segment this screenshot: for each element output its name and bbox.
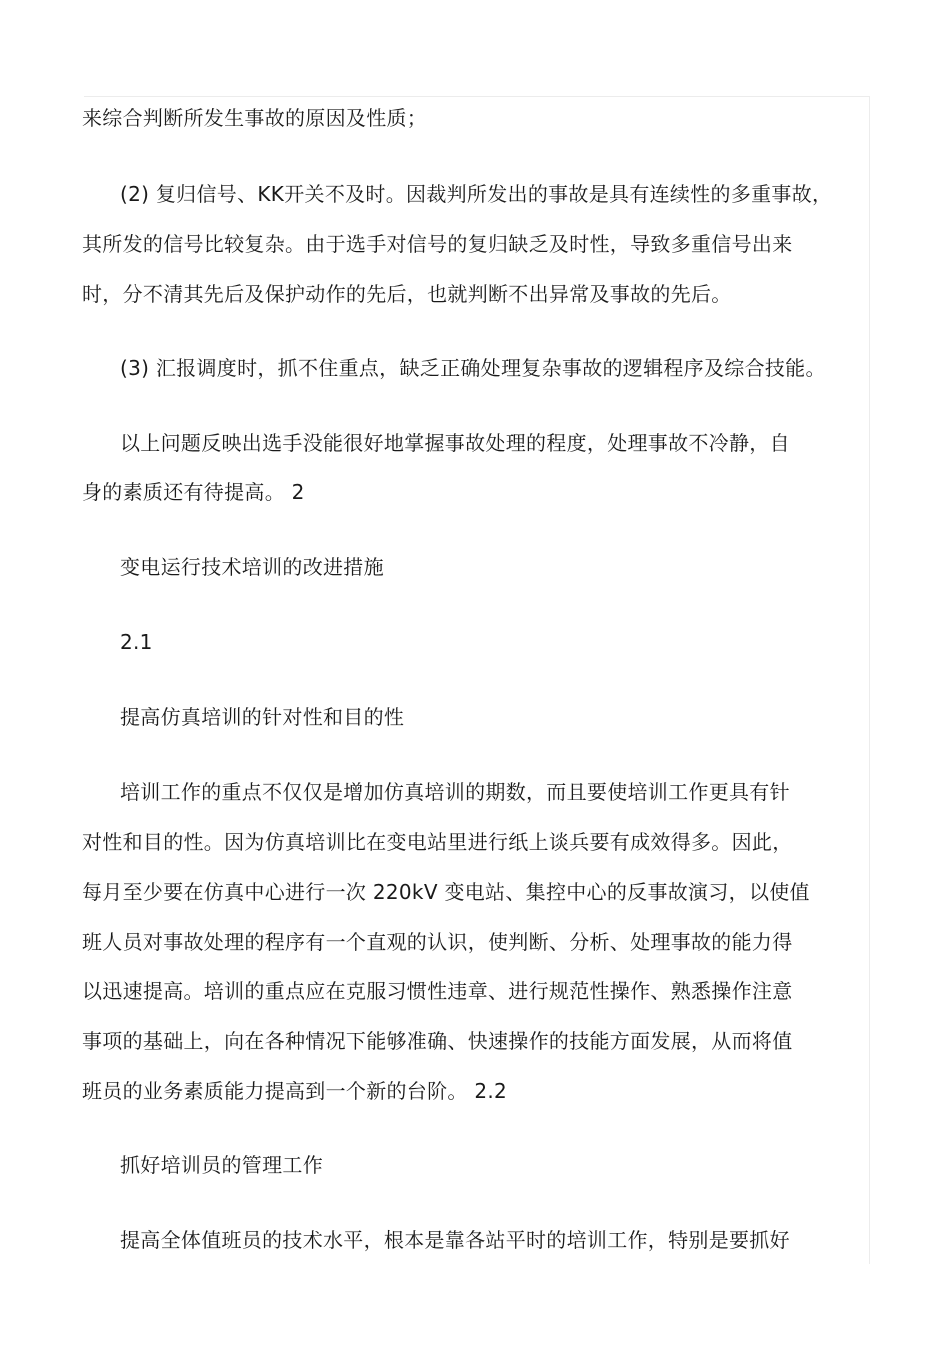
text-line: (3) 汇报调度时，抓不住重点，缺乏正确处理复杂事故的逻辑程序及综合技能。 <box>120 356 826 380</box>
text-line: 每月至少要在仿真中心进行一次 220kV 变电站、集控中心的反事故演习，以使值 <box>82 880 810 904</box>
text-line: 其所发的信号比较复杂。由于选手对信号的复归缺乏及时性，导致多重信号出来 <box>82 232 793 256</box>
text-line: 时，分不清其先后及保护动作的先后，也就判断不出异常及事故的先后。 <box>82 282 732 306</box>
section-heading: 变电运行技术培训的改进措施 <box>120 555 384 579</box>
section-number: 2.1 <box>120 630 153 654</box>
text-line: 对性和目的性。因为仿真培训比在变电站里进行纸上谈兵要有成效得多。因此， <box>82 830 793 854</box>
text-line: 班员的业务素质能力提高到一个新的台阶。 2.2 <box>82 1079 508 1103</box>
text-line: 以迅速提高。培训的重点应在克服习惯性违章、进行规范性操作、熟悉操作注意 <box>82 979 793 1003</box>
text-line: 班人员对事故处理的程序有一个直观的认识，使判断、分析、处理事故的能力得 <box>82 930 793 954</box>
text-line: 以上问题反映出选手没能很好地掌握事故处理的程度，处理事故不冷静，自 <box>120 431 790 455</box>
text-line: 来综合判断所发生事故的原因及性质； <box>82 106 428 130</box>
text-line: 提高全体值班员的技术水平，根本是靠各站平时的培训工作，特别是要抓好 <box>120 1228 790 1252</box>
text-line: 身的素质还有待提高。 2 <box>82 480 305 504</box>
subsection-heading: 提高仿真培训的针对性和目的性 <box>120 705 405 729</box>
subsection-heading: 抓好培训员的管理工作 <box>120 1153 323 1177</box>
text-line: 培训工作的重点不仅仅是增加仿真培训的期数，而且要使培训工作更具有针 <box>120 780 790 804</box>
page-border-right <box>869 96 870 1264</box>
text-line: (2) 复归信号、KK开关不及时。因裁判所发出的事故是具有连续性的多重事故， <box>120 182 833 206</box>
text-line: 事项的基础上，向在各种情况下能够准确、快速操作的技能方面发展，从而将值 <box>82 1029 793 1053</box>
page-border-top <box>84 96 870 97</box>
